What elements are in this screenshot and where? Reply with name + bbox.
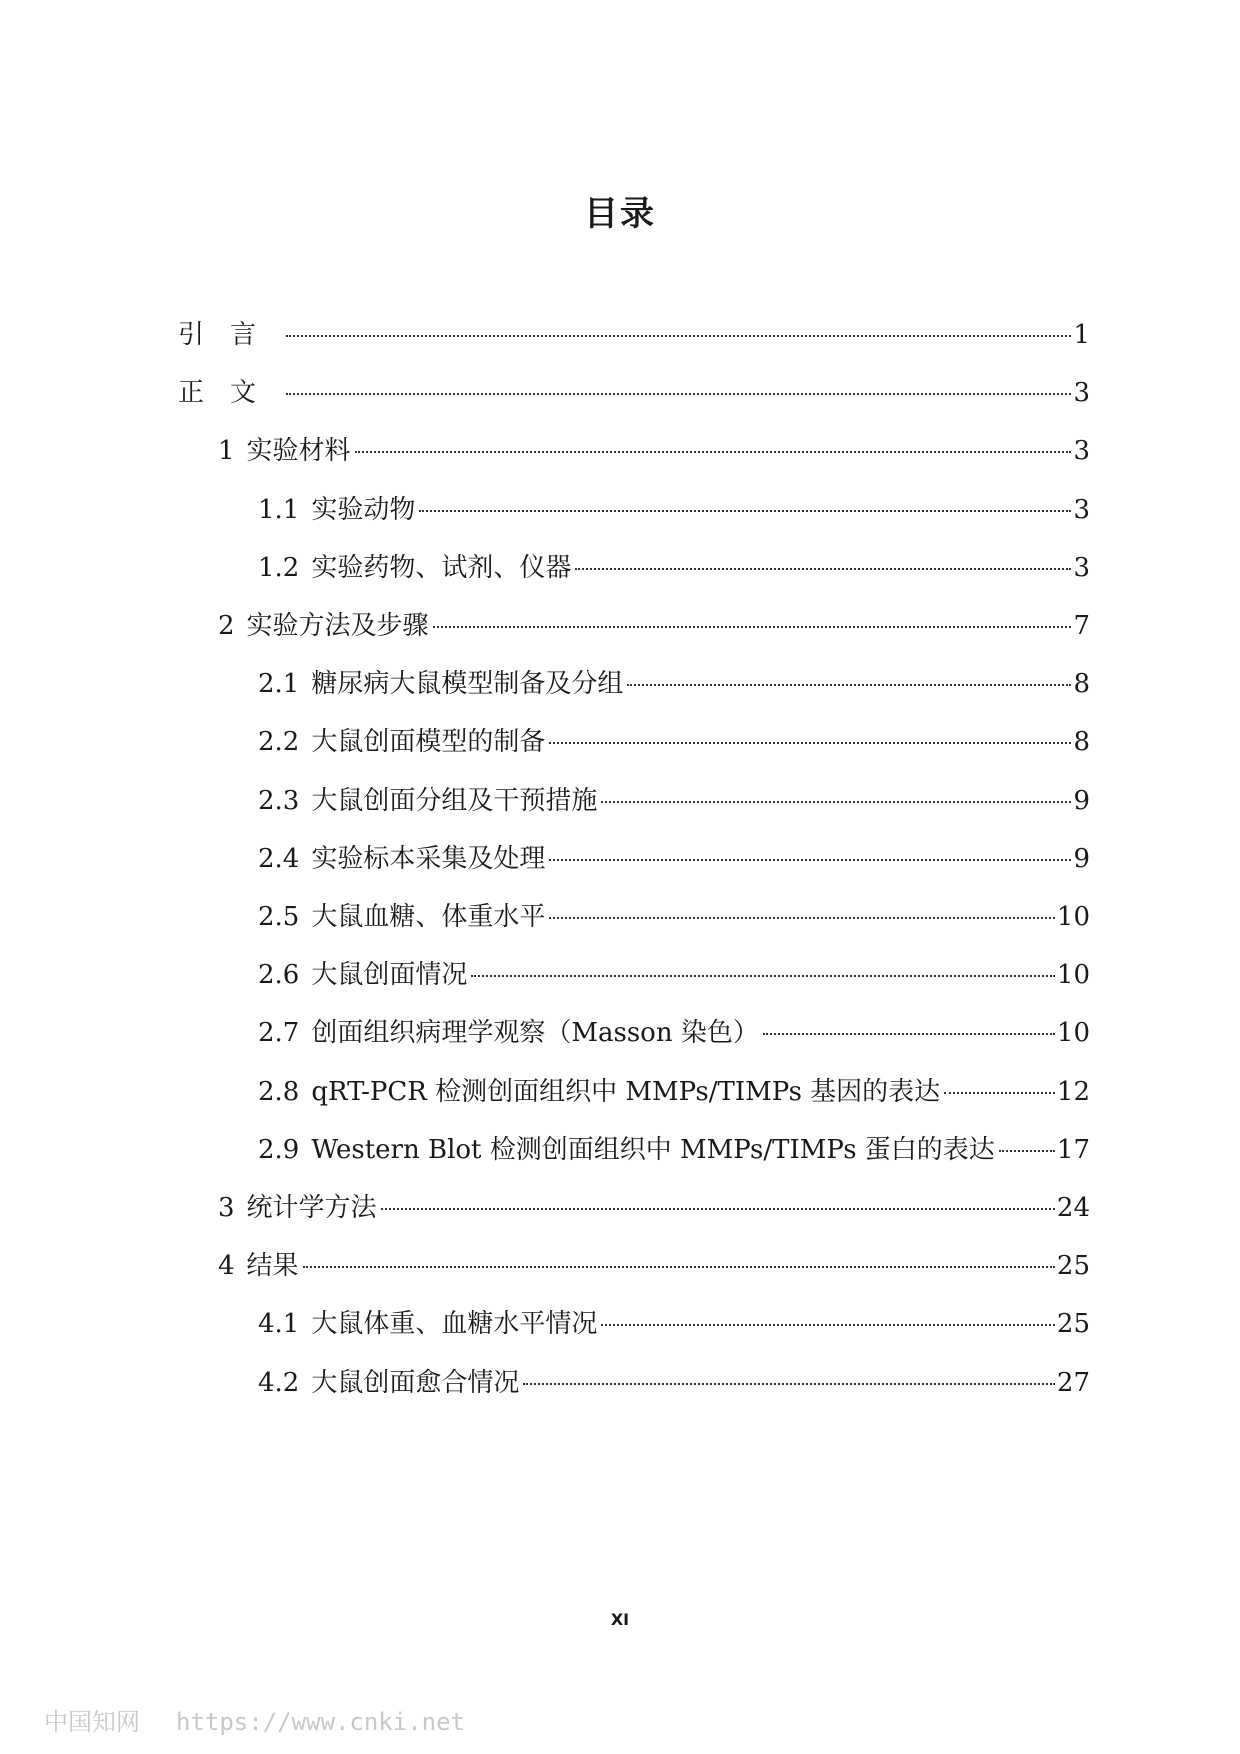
watermark-url: https://www.cnki.net (176, 1708, 465, 1736)
toc-entry-number: 2.1 (258, 669, 300, 699)
toc-entry-page: 10 (1056, 902, 1090, 932)
toc-dot-leader (303, 1266, 1055, 1268)
toc-entry-label (178, 318, 282, 352)
toc-entry[interactable] (178, 376, 1090, 410)
toc-entry-text: 实验药物、试剂、仪器 (311, 553, 572, 583)
toc-entry[interactable] (258, 1307, 1090, 1341)
toc-entry[interactable] (258, 1075, 1090, 1109)
toc-entry-text: qRT-PCR 检测创面组织中 MMPs/TIMPs 基因的表达 (311, 1077, 941, 1107)
toc-dot-leader (601, 801, 1071, 803)
toc-entry[interactable] (218, 1191, 1090, 1225)
toc-dot-leader (549, 859, 1071, 861)
toc-entry-label (178, 376, 282, 410)
toc-entry[interactable] (178, 318, 1090, 352)
toc-entry-text: 大鼠体重、血糖水平情况 (311, 1309, 598, 1339)
toc-entry-label (218, 609, 429, 643)
toc-dot-leader (575, 568, 1071, 570)
toc-entry-text: Western Blot 检测创面组织中 MMPs/TIMPs 蛋白的表达 (311, 1135, 995, 1165)
toc-dot-leader (523, 1383, 1055, 1385)
toc-entry-text: 大鼠创面愈合情况 (311, 1368, 520, 1398)
toc-entry-label (218, 1191, 377, 1225)
toc-entry-page: 7 (1073, 611, 1090, 641)
toc-dot-leader (286, 393, 1071, 395)
toc-entry-page: 3 (1073, 378, 1090, 408)
toc-entry-page: 27 (1056, 1368, 1090, 1398)
toc-entry[interactable] (258, 1133, 1090, 1167)
toc-dot-leader (355, 451, 1072, 453)
toc-entry-page: 12 (1056, 1077, 1090, 1107)
toc-entry-number: 2.9 (258, 1135, 300, 1165)
toc-entry-label (258, 667, 623, 701)
toc-entry-label (258, 784, 597, 818)
toc-entry-number: 1.2 (258, 553, 300, 583)
toc-entry-page: 17 (1056, 1135, 1090, 1165)
toc-entry-number: 2.7 (258, 1018, 300, 1048)
toc-entry-label (258, 958, 467, 992)
toc-entry-text: 大鼠创面分组及干预措施 (311, 786, 598, 816)
toc-entry-number: 3 (218, 1193, 235, 1223)
toc-entry-label (258, 842, 545, 876)
toc-dot-leader (419, 510, 1071, 512)
toc-entry-page: 3 (1073, 553, 1090, 583)
toc-dot-leader (627, 684, 1071, 686)
toc-entry-text: 创面组织病理学观察（Masson 染色） (311, 1018, 759, 1048)
toc-entry[interactable] (258, 725, 1090, 759)
toc-entry-text: 统计学方法 (246, 1193, 377, 1223)
toc-entry-number: 1.1 (258, 495, 300, 525)
toc-entry-text: 实验材料 (246, 436, 351, 466)
toc-dot-leader (549, 917, 1055, 919)
toc-dot-leader (944, 1092, 1055, 1094)
toc-entry[interactable] (218, 1249, 1090, 1283)
toc-entry-page: 1 (1073, 320, 1090, 350)
toc-entry-text: 大鼠血糖、体重水平 (311, 902, 546, 932)
toc-entry-label (258, 1307, 597, 1341)
toc-entry-number: 2.2 (258, 727, 300, 757)
toc-entry[interactable] (258, 842, 1090, 876)
toc-entry-text: 实验标本采集及处理 (311, 844, 546, 874)
toc-entry[interactable] (258, 551, 1090, 585)
toc-entry-number: 2.8 (258, 1077, 300, 1107)
toc-dot-leader (999, 1150, 1055, 1152)
toc-entry-number: 1 (218, 436, 235, 466)
toc-entry-text: 大鼠创面模型的制备 (311, 727, 546, 757)
toc-entry[interactable] (258, 900, 1090, 934)
toc-entry-number: 2.4 (258, 844, 300, 874)
toc-entry-page: 24 (1056, 1193, 1090, 1223)
toc-entry-number: 2.5 (258, 902, 300, 932)
toc-entry[interactable] (258, 667, 1090, 701)
toc-entry-label (218, 1249, 299, 1283)
watermark (44, 1702, 465, 1737)
toc-entry-text: 结果 (246, 1251, 299, 1281)
page-number: XI (610, 1610, 630, 1629)
toc-entry-text: 实验方法及步骤 (246, 611, 429, 641)
toc-entry-page: 25 (1056, 1251, 1090, 1281)
toc-entry-number: 2.3 (258, 786, 300, 816)
toc-entry[interactable] (258, 958, 1090, 992)
toc-entry-page: 9 (1073, 786, 1090, 816)
toc-entry-label (258, 1016, 759, 1050)
toc-entry-label (258, 725, 545, 759)
toc-entry-text: 引言 (178, 320, 283, 350)
toc-dot-leader (471, 975, 1055, 977)
toc-entry-label (218, 434, 351, 468)
toc-entry-page: 10 (1056, 1018, 1090, 1048)
toc-dot-leader (549, 742, 1071, 744)
toc-entry[interactable] (258, 1366, 1090, 1400)
toc-entry[interactable] (218, 609, 1090, 643)
toc-entry-page: 3 (1073, 436, 1090, 466)
toc-entry-text: 糖尿病大鼠模型制备及分组 (311, 669, 624, 699)
toc-entry-page: 25 (1056, 1309, 1090, 1339)
toc-entry-label (258, 1133, 995, 1167)
watermark-brand: 中国知网 (44, 1708, 140, 1736)
toc-entry-page: 3 (1073, 495, 1090, 525)
toc-entry-text: 大鼠创面情况 (311, 960, 468, 990)
toc-dot-leader (381, 1208, 1055, 1210)
toc-entry[interactable] (258, 784, 1090, 818)
toc-entry-page: 10 (1056, 960, 1090, 990)
toc-entry-label (258, 1366, 519, 1400)
toc-dot-leader (286, 335, 1071, 337)
toc-dot-leader (601, 1324, 1055, 1326)
toc-entry-label (258, 900, 545, 934)
toc-entry-page: 8 (1073, 669, 1090, 699)
toc-entry-label (258, 493, 415, 527)
toc-entry[interactable] (258, 493, 1090, 527)
toc-entry-label (258, 1075, 940, 1109)
toc-entry-text: 正文 (178, 378, 283, 408)
toc-entry-number: 2.6 (258, 960, 300, 990)
toc-entry[interactable] (218, 434, 1090, 468)
toc-entry-number: 4 (218, 1251, 235, 1281)
toc-entry-page: 9 (1073, 844, 1090, 874)
toc-entry-number: 4.2 (258, 1368, 300, 1398)
toc-dot-leader (433, 626, 1072, 628)
toc-entry[interactable] (258, 1016, 1090, 1050)
page-title: 目录 (584, 194, 656, 234)
toc-entry-label (258, 551, 571, 585)
toc-entry-number: 2 (218, 611, 235, 641)
toc-dot-leader (763, 1033, 1055, 1035)
toc-entry-text: 实验动物 (311, 495, 416, 525)
toc-entry-page: 8 (1073, 727, 1090, 757)
toc-entry-number: 4.1 (258, 1309, 300, 1339)
